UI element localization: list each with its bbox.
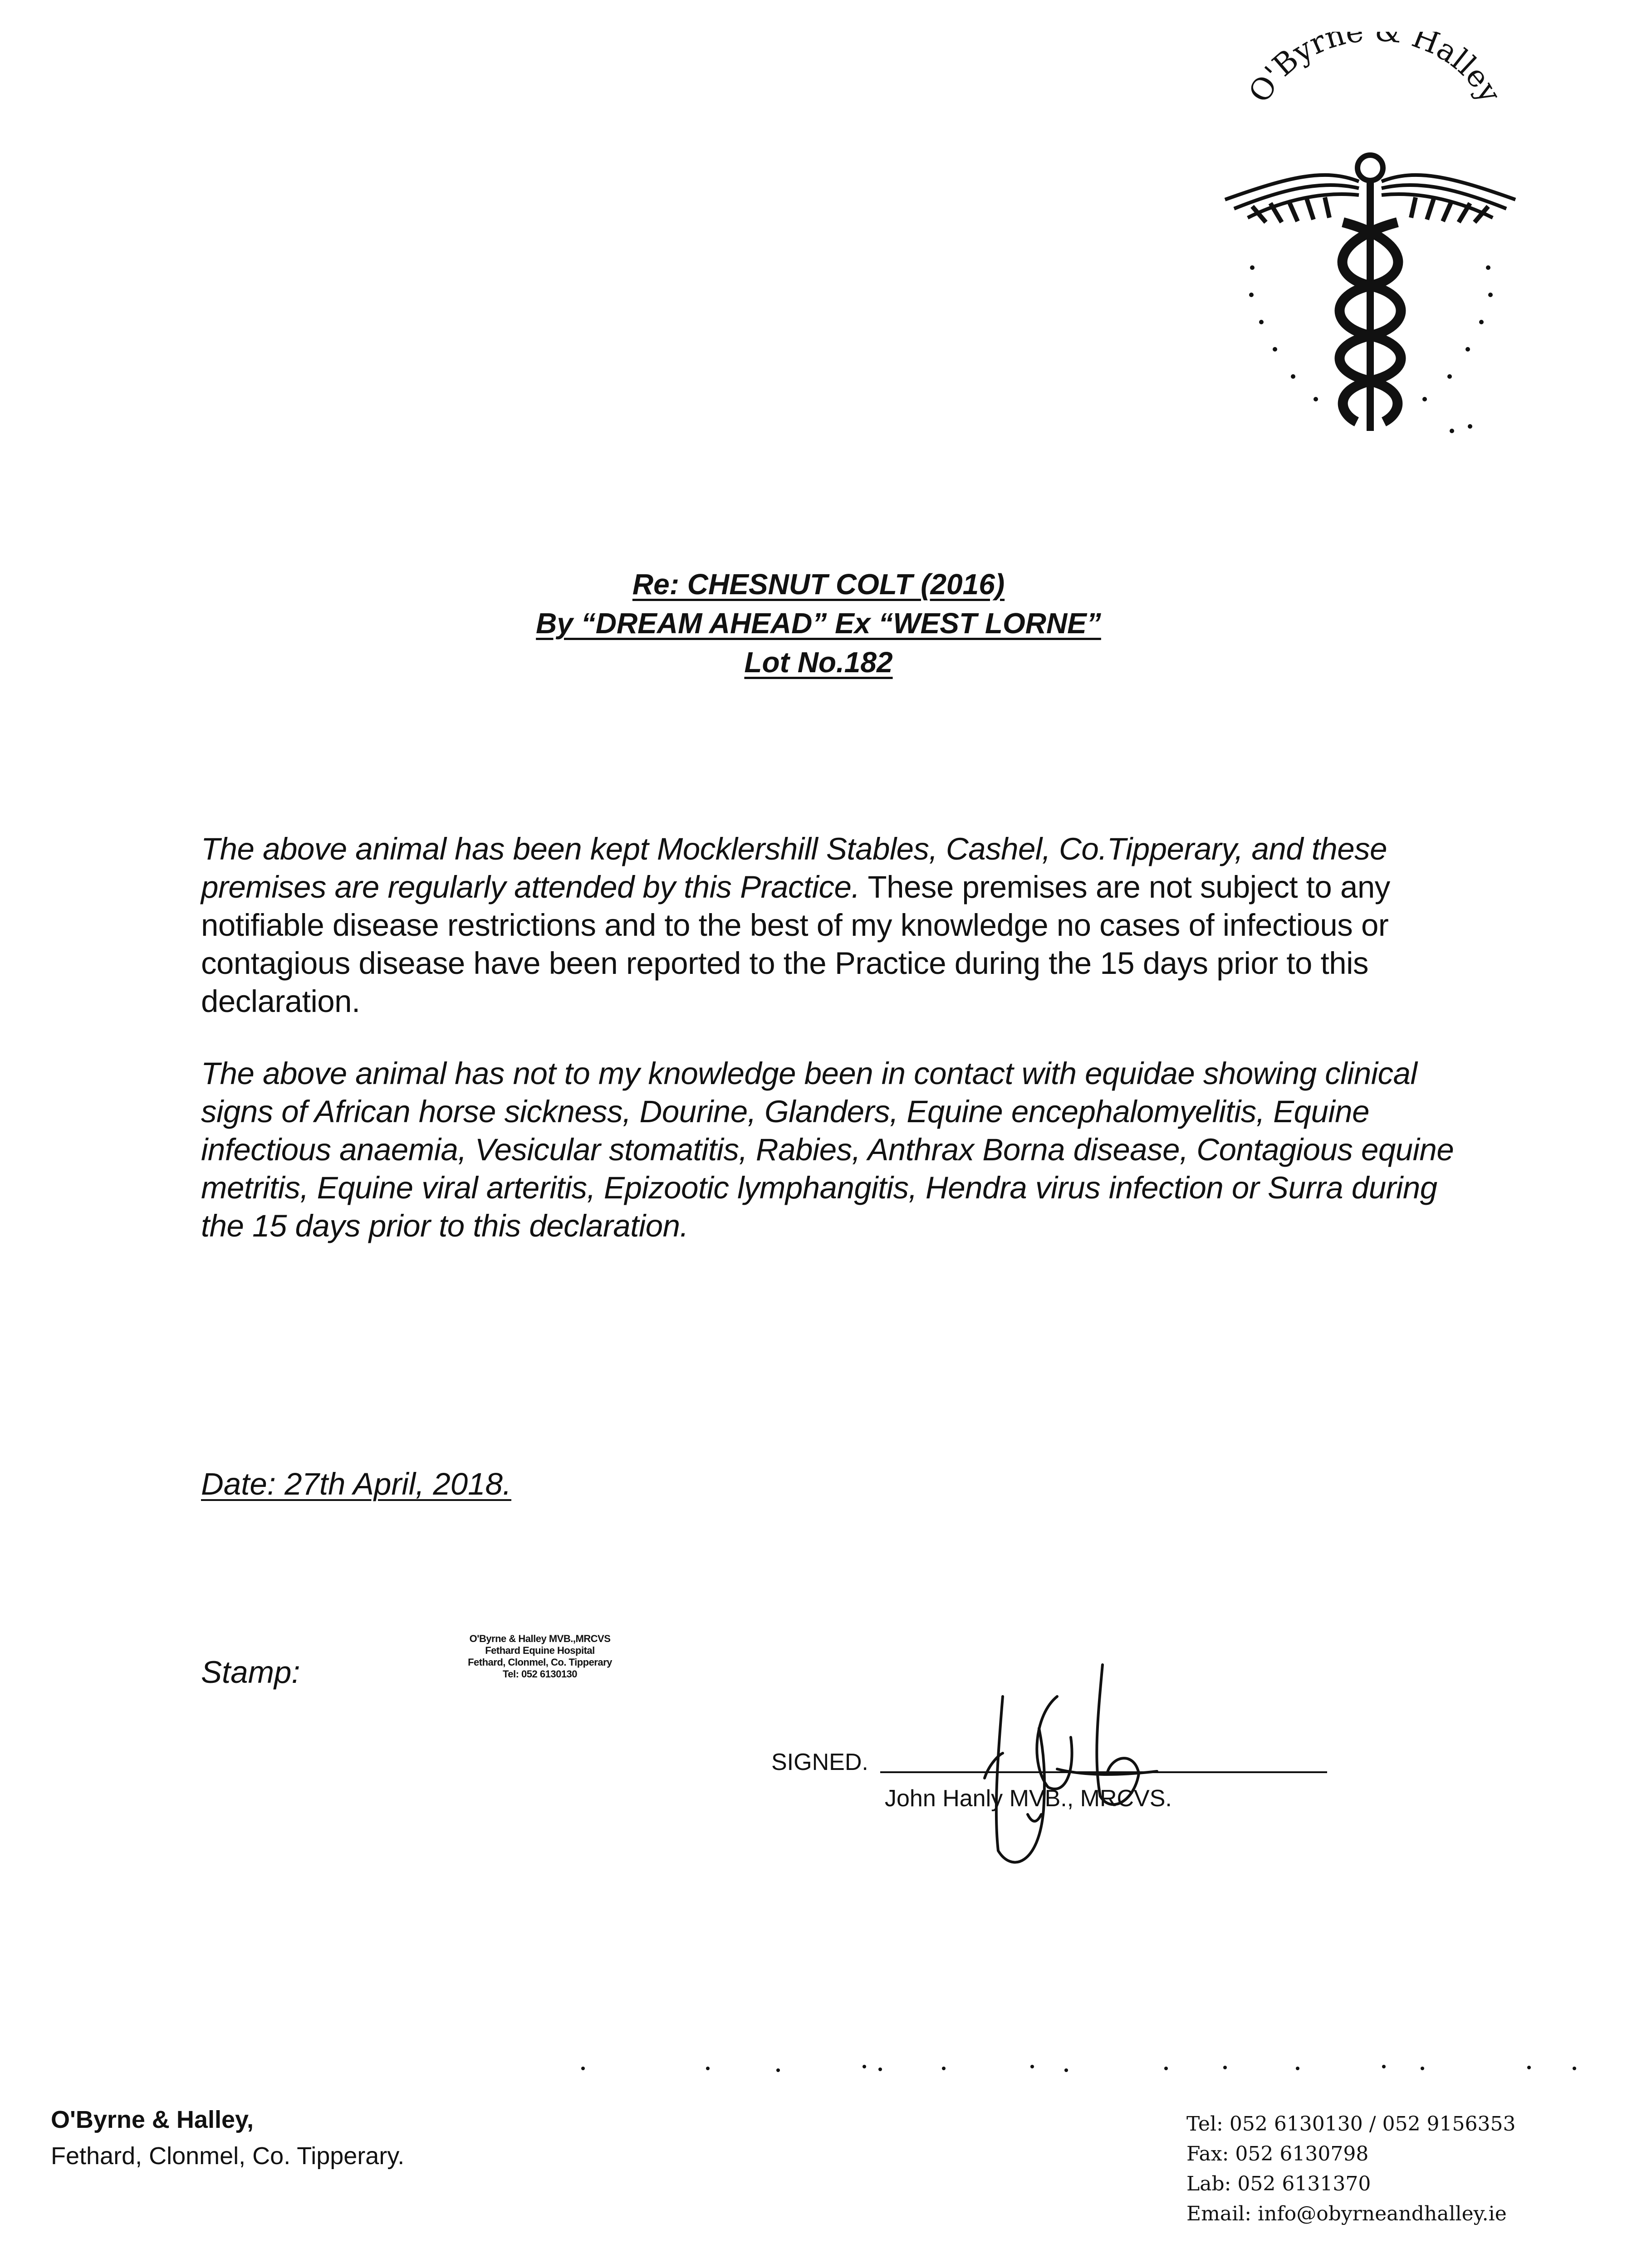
- footer-tel: Tel: 052 6130130 / 052 9156353: [1186, 2112, 1516, 2136]
- footer-practice-name: O'Byrne & Halley,: [51, 2106, 254, 2133]
- signed-label: SIGNED.: [771, 1749, 868, 1775]
- signer-name: John Hanly MVB., MRCVS.: [885, 1785, 1172, 1812]
- title-line-2: By “DREAM AHEAD” Ex “WEST LORNE”: [536, 607, 1101, 640]
- declaration-date: Date: 27th April, 2018.: [201, 1466, 512, 1501]
- document-title: [0, 565, 1637, 682]
- footer-contact: [1186, 2109, 1516, 2229]
- scan-dots: [0, 2059, 1637, 2077]
- practice-stamp: [431, 1633, 649, 1680]
- caduceus-icon: [1198, 32, 1543, 449]
- stamp-line-4: Tel: 052 6130130: [502, 1668, 578, 1680]
- logo-brand-text: O'Byrne Halley: [1241, 32, 1508, 109]
- declaration-paragraph-2: The above animal has not to my knowledge been in contact with equidae showing clinical signs of African horse sickness, Dourine, Glanders, Equine encephalomyelitis, Equine infectious anaemia, Vesicular stomatitis, Rabies, Anthrax Borna disease, Contagious equine metritis, Equine viral arteritis, Epizootic lymphangitis, Hendra virus infection or Surra during the 15 days prior to this declaration.: [201, 1056, 1454, 1243]
- stamp-line-2: Fethard Equine Hospital: [485, 1645, 595, 1656]
- footer-fax: Fax: 052 6130798: [1186, 2142, 1369, 2165]
- paragraph-1-italic: The above animal has been kept Mocklershill Stables, Cashel, Co.Tipperary, and these premises are regularly attended by this Practice.: [201, 831, 1387, 904]
- title-line-3: Lot No.182: [744, 646, 893, 679]
- stamp-label: Stamp:: [201, 1655, 300, 1690]
- practice-logo: [1198, 32, 1543, 449]
- stamp-line-1: O'Byrne & Halley MVB.,MRCVS: [469, 1633, 611, 1644]
- footer-email[interactable]: Email: info@obyrneandhalley.ie: [1186, 2202, 1507, 2225]
- footer-address: Fethard, Clonmel, Co. Tipperary.: [51, 2142, 405, 2170]
- stamp-line-3: Fethard, Clonmel, Co. Tipperary: [468, 1657, 612, 1668]
- svg-text:O'Byrne & Halley: [1242, 32, 1508, 109]
- handwritten-signature: [921, 1660, 1175, 1878]
- footer-lab: Lab: 052 6131370: [1186, 2172, 1371, 2195]
- paragraph-1-plain: These premises are not subject to any notifiable disease restrictions and to the best of my knowledge no cases of infectious or contagious disease have been reported to the Practice during the 15 days prior to this declaration.: [201, 870, 1390, 1019]
- title-line-1: Re: CHESNUT COLT (2016): [632, 568, 1005, 601]
- declaration-paragraph-1: [201, 830, 1462, 1021]
